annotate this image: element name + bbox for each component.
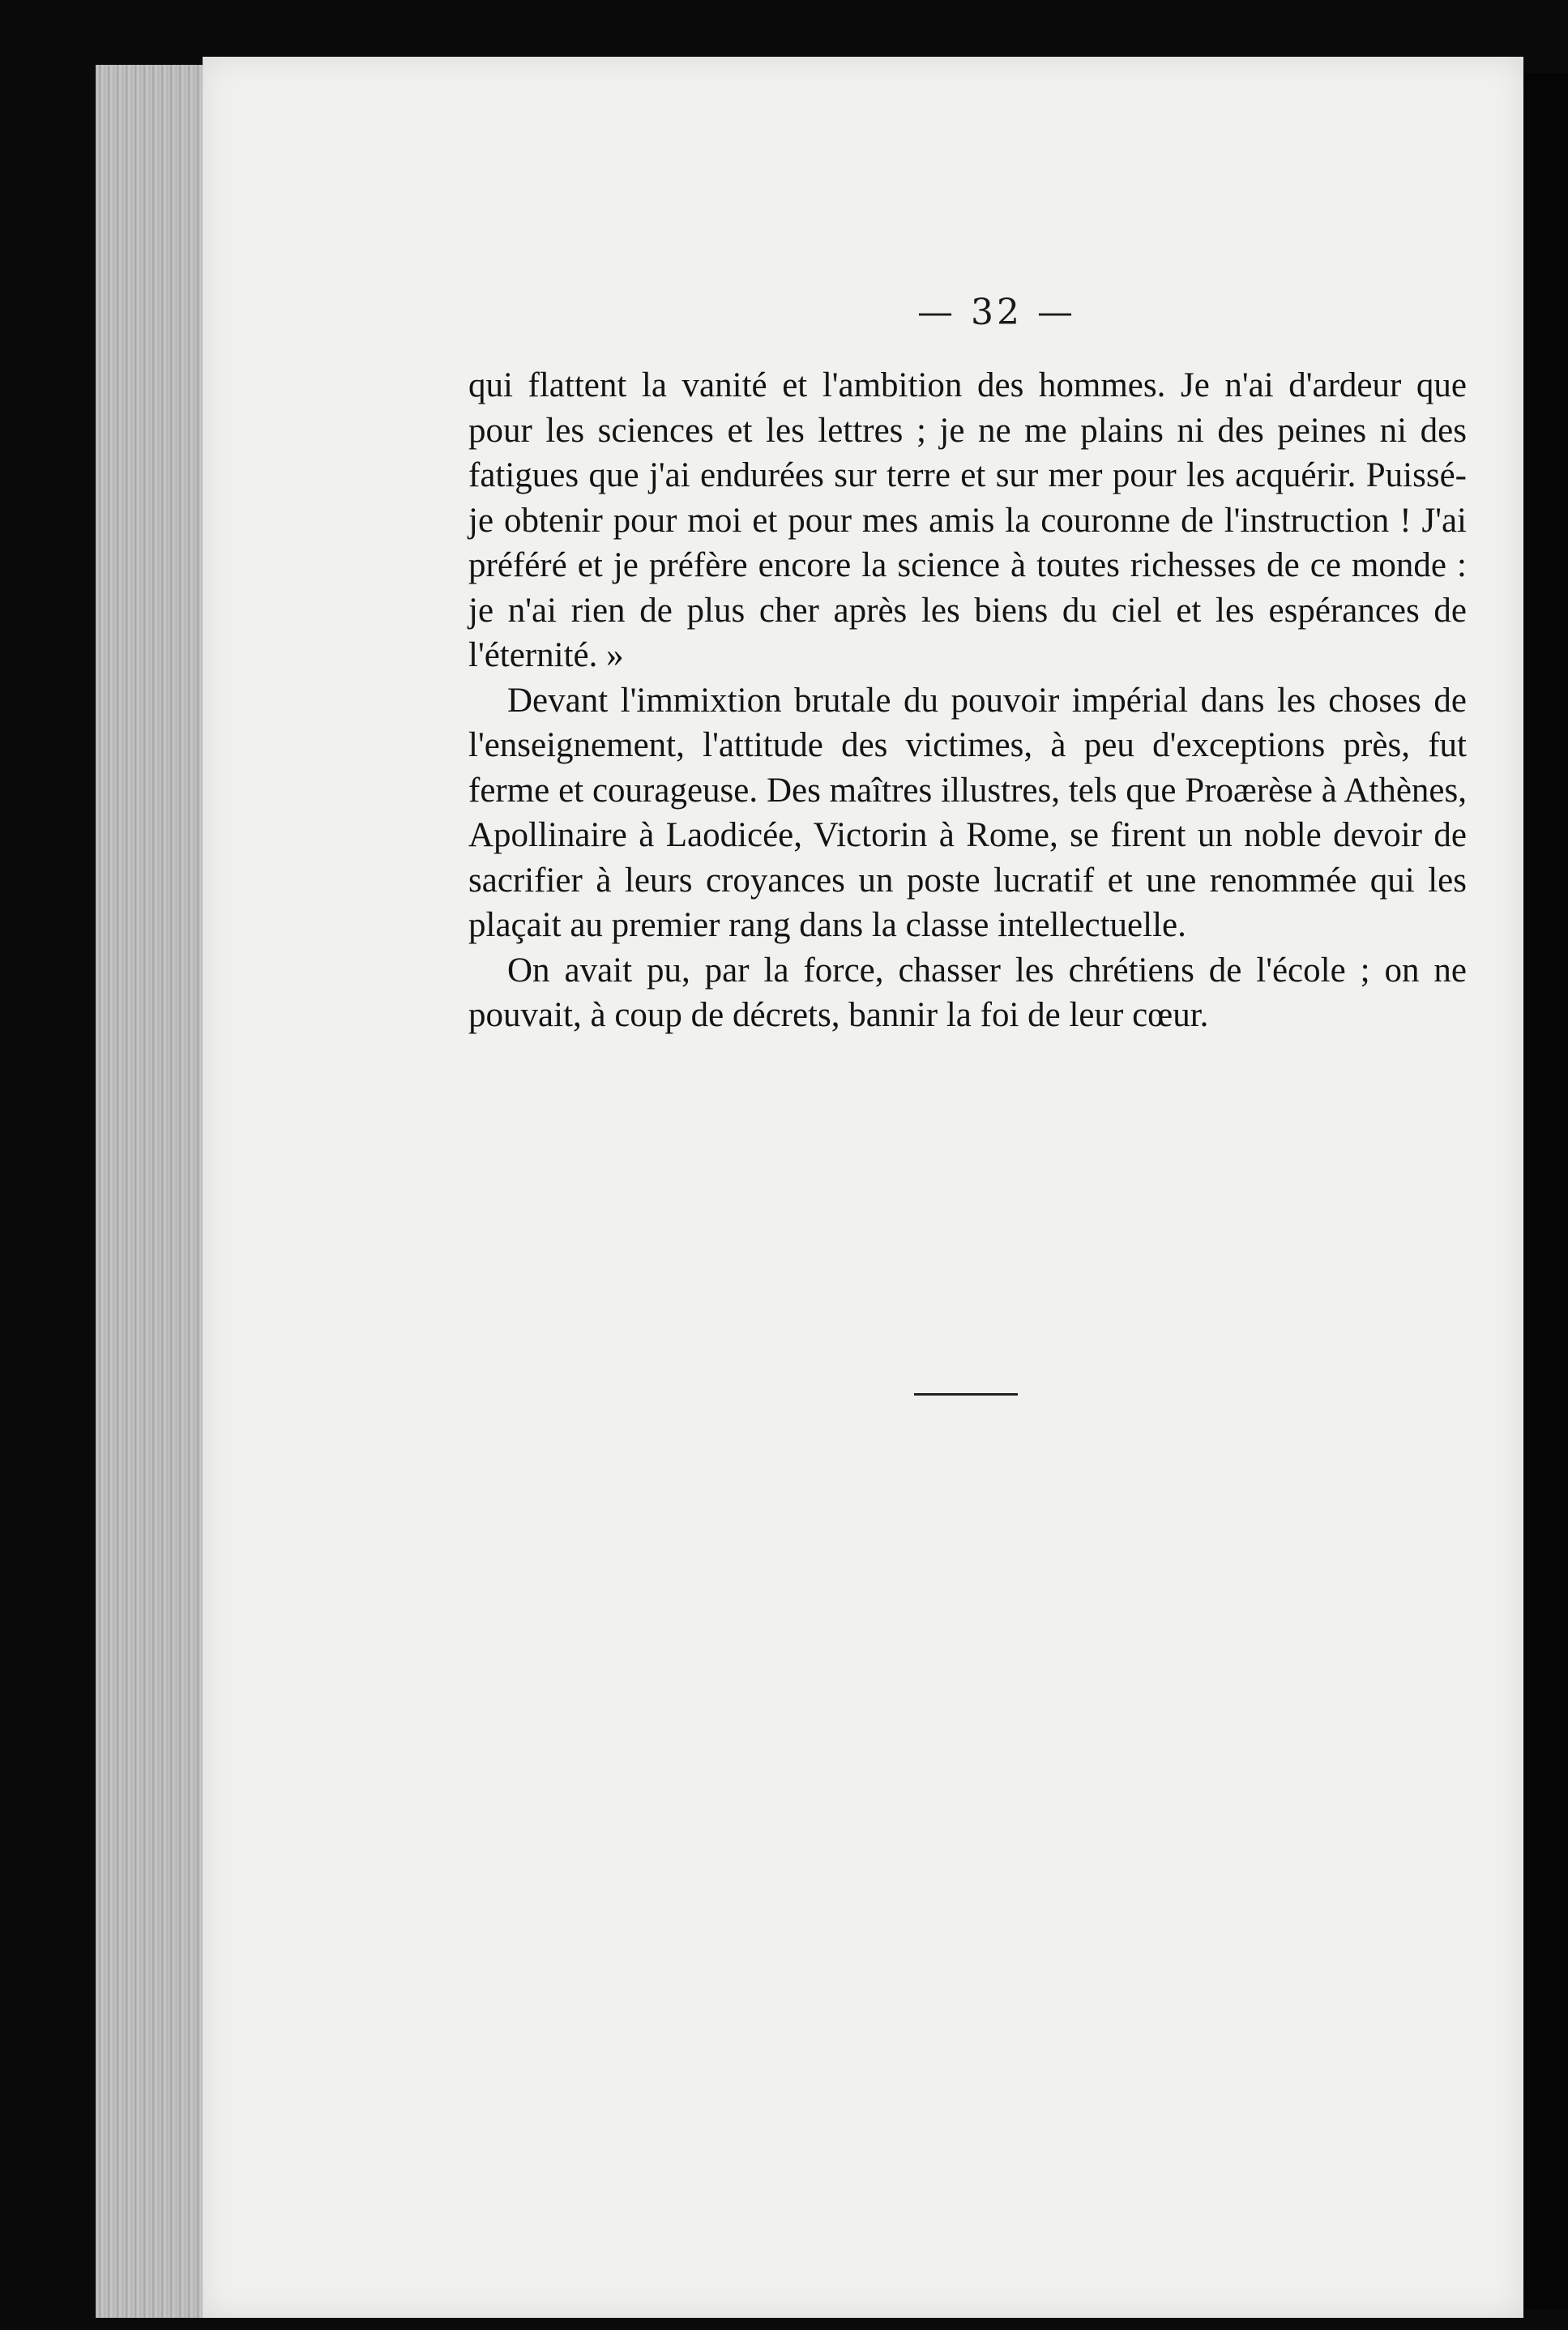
body-text — [468, 363, 1467, 1038]
page-number: — 32 — — [917, 292, 1076, 333]
paragraph-continuation: qui flattent la vanité et l'ambition des hommes. Je n'ai d'ardeur que pour les sciences et les lettres ; je ne me plains ni des peines ni des fatigues que j'ai endurées sur terre et sur mer pour les acquérir. Puissé-je obtenir pour moi et pour mes amis la couronne de l'instruction ! J'ai préféré et je préfère encore la science à toutes richesses de ce monde : je n'ai rien de plus cher après les biens du ciel et les espérances de l'éternité. » — [468, 366, 1467, 674]
scan-border — [1523, 73, 1568, 2310]
paragraph: Devant l'immixtion brutale du pouvoir impérial dans les choses de l'enseignement, l'attitude des victimes, à peu d'exceptions près, fut ferme et courageuse. Des maîtres illustres, tels que Proærèse à Athènes, Apollinaire à Laodicée, Victorin à Rome, se firent un noble devoir de sacrifier à leurs croyances un poste lucratif et une renommée qui les plaçait au premier rang dans la classe intellectuelle. — [468, 681, 1467, 944]
section-end-rule — [914, 1393, 1018, 1396]
paragraph: On avait pu, par la force, chasser les chrétiens de l'école ; on ne pouvait, à coup de décrets, bannir la foi de leur cœur. — [468, 951, 1467, 1034]
